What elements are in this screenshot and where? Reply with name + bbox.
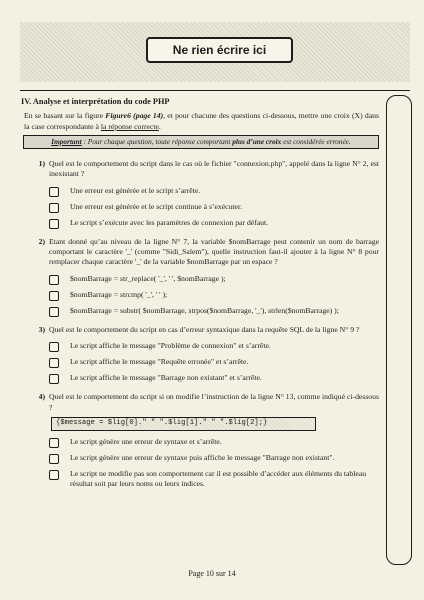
option-text: Le script s’exécute avec les paramètres de connexion par défaut. — [70, 217, 269, 227]
option-text: Le script génère une erreur de syntaxe et s’arrête. — [70, 436, 222, 446]
question-text: Etant donné qu’au niveau de la ligne N° 7, la variable $nomBarrage peut contenir un nom de barrage comportant le caractère '_' (comme "Sidi_Salem"), quelle instruction faut-il ajouter à la ligne N° 8 pour remplacer chaque caractère '_' de la variable $nomBarrage par un espace ? — [49, 236, 379, 267]
question-4 — [21, 392, 379, 413]
option-row — [49, 357, 379, 368]
question-text: Quel est le comportement du script en cas d’erreur syntaxique dans la requête SQL de la ligne N° 9 ? — [49, 324, 360, 334]
question-number: 2) — [38, 236, 45, 246]
answer-checkbox[interactable] — [49, 358, 59, 368]
answer-checkbox[interactable] — [49, 438, 59, 448]
important-note — [23, 135, 379, 149]
intro-figure-ref: Figure6 (page 14) — [105, 111, 164, 121]
section-title: IV. Analyse et interprétation du code PHP — [21, 97, 170, 106]
option-text: Le script ne modifie pas son comportement car il est possible d’accéder aux éléments du tableau résultat soit par leurs noms ou leurs indices. — [70, 468, 367, 489]
question-1 — [21, 159, 379, 180]
section-content — [21, 96, 379, 489]
option-text: $nomBarrage = str_replace( '_', ' ', $nomBarrage ); — [70, 273, 226, 283]
intro-correct-answer: la réponse correcte — [100, 121, 159, 131]
do-not-write-banner — [146, 37, 293, 63]
option-row — [49, 373, 379, 384]
option-text: Une erreur est générée et le script continue à s’exécuter. — [70, 201, 243, 211]
option-text: Le script génère une erreur de syntaxe puis affiche le message "Barrage non existant". — [70, 452, 335, 462]
important-text-b: est considérée erronée. — [281, 136, 351, 146]
option-row — [49, 290, 379, 301]
option-row — [49, 274, 379, 285]
answer-checkbox[interactable] — [49, 203, 59, 213]
option-row — [49, 469, 379, 490]
option-row — [49, 186, 379, 197]
answer-checkbox[interactable] — [49, 454, 59, 464]
option-text: $nomBarrage = substr( $nomBarrage, strpos($nomBarrage, '_'), strlen($nomBarrage) ); — [70, 305, 339, 315]
option-text: Le script affiche le message "Requête erronée" et s’arrête. — [70, 357, 249, 367]
question-1-options — [49, 186, 379, 229]
option-row — [49, 202, 379, 213]
option-row — [49, 437, 379, 448]
answer-checkbox[interactable] — [49, 374, 59, 384]
intro-text-a: En se basant sur la figure — [24, 111, 106, 121]
option-text: Le script affiche le message "Problème de connexion" et s’arrête. — [70, 341, 271, 351]
question-number: 3) — [38, 324, 45, 334]
answer-checkbox[interactable] — [49, 291, 59, 301]
answer-checkbox[interactable] — [49, 342, 59, 352]
question-2-options — [49, 274, 379, 317]
answer-checkbox[interactable] — [49, 275, 59, 285]
option-text: Une erreur est générée et le script s’arrête. — [70, 185, 201, 195]
margin-column — [386, 95, 412, 565]
question-number: 4) — [38, 392, 45, 402]
option-row — [49, 453, 379, 464]
question-list — [21, 159, 379, 490]
question-4-options — [49, 437, 379, 490]
option-row — [49, 306, 379, 317]
option-row — [49, 218, 379, 229]
answer-checkbox[interactable] — [49, 307, 59, 317]
section-intro — [24, 111, 379, 132]
option-row — [49, 341, 379, 352]
question-3-options — [49, 341, 379, 384]
intro-text-end: . — [158, 121, 161, 131]
intro-text-b: , et pour chacune des questions ci-dessous, mettre une croix (X) dans la case correspondante à — [24, 111, 379, 131]
question-3 — [21, 325, 379, 335]
answer-checkbox[interactable] — [49, 470, 59, 480]
page-number: Page 10 sur 14 — [188, 569, 236, 578]
important-text-bold: plus d’une croix — [232, 136, 282, 146]
code-snippet: {$message = $lig[0]." " ".$lig[1]." " ".$lig[2];} — [51, 417, 316, 431]
question-text: Quel est le comportement du script dans le cas où le fichier "connexion.php", appelé dans la ligne N° 2, est inexistant ? — [49, 158, 379, 179]
important-text-a: : Pour chaque question, toute réponse comportant — [81, 136, 233, 146]
question-number: 1) — [38, 158, 45, 168]
banner-text: Ne rien écrire ici — [172, 43, 267, 57]
option-text: $nomBarrage = strcmp( '_', ' ' ); — [70, 289, 168, 299]
answer-checkbox[interactable] — [49, 219, 59, 229]
answer-checkbox[interactable] — [49, 187, 59, 197]
important-label: Important — [51, 136, 82, 146]
option-text: Le script affiche le message "Barrage non existant" et s’arrête. — [70, 373, 262, 383]
question-text: Quel est le comportement du script si on modifie l’instruction de la ligne N° 13, comme indiqué ci-dessous ? — [49, 392, 379, 412]
question-2 — [21, 237, 379, 268]
header-rule — [20, 90, 410, 91]
